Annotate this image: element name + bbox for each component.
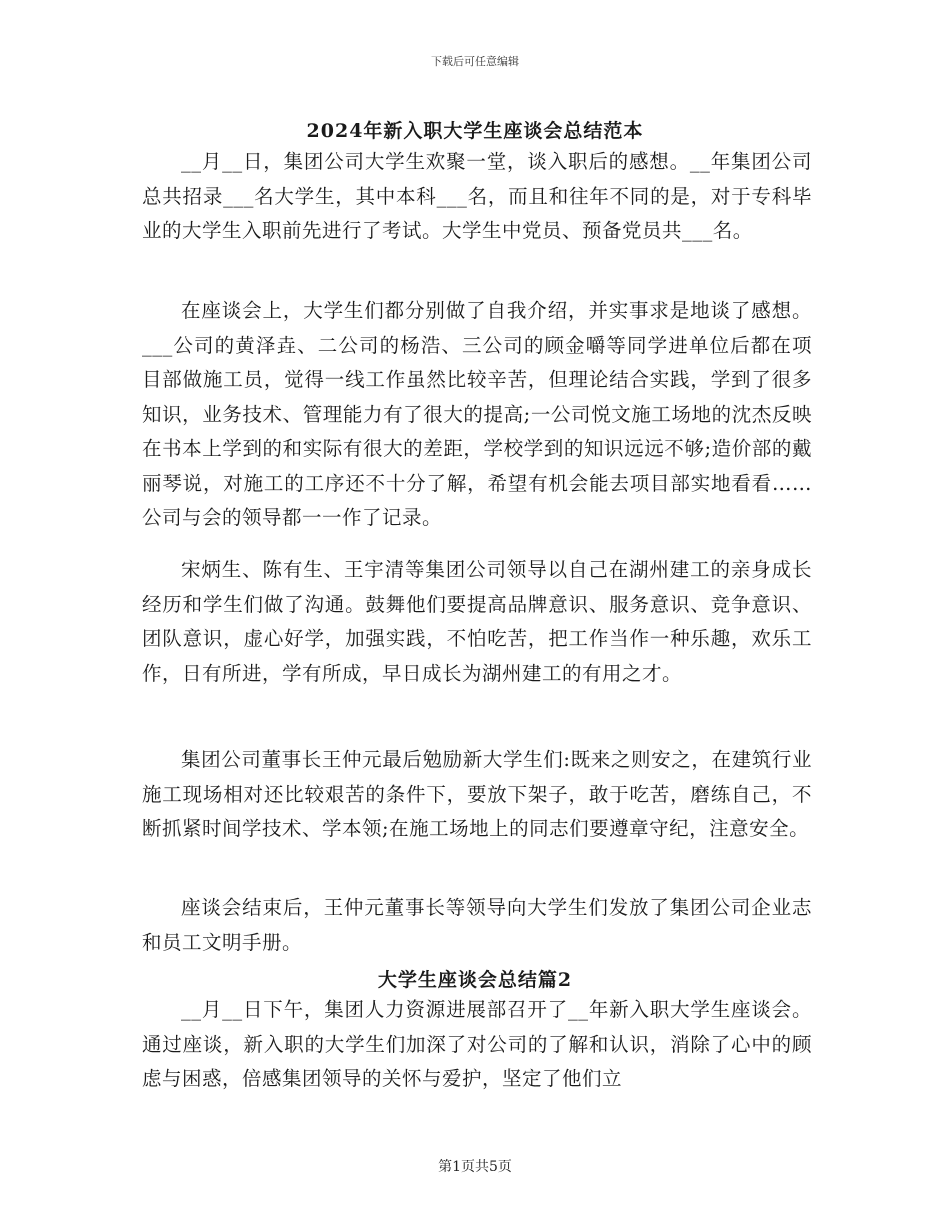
section-title: 大学生座谈会总结篇2 (377, 969, 573, 991)
paragraph: __月__日下午，集团人力资源进展部召开了__年新入职大学生座谈会。通过座谈，新入职的大学生们加深了对公司的了解和认识，消除了心中的顾虑与困惑，倍感集团领导的关怀与爱护，坚定了他们立 (142, 998, 812, 1090)
paragraph: 集团公司董事长王仲元最后勉励新大学生们:既来之则安之，在建筑行业施工现场相对还比较艰苦的条件下，要放下架子，敢于吃苦，磨练自己，不断抓紧时间学技术、学本领;在施工场地上的同志们要遵章守纪，注意安全。 (142, 748, 812, 840)
paragraph: 座谈会结束后，王仲元董事长等领导向大学生们发放了集团公司企业志和员工文明手册。 (142, 896, 812, 954)
page-footer: 第1页共5页 (438, 1159, 512, 1175)
document-title: 2024年新入职大学生座谈会总结范本 (306, 120, 644, 142)
paragraph: 在座谈会上，大学生们都分别做了自我介绍，并实事求是地谈了感想。___公司的黄泽垚、二公司的杨浩、三公司的顾金嚼等同学进单位后都在项目部做施工员，觉得一线工作虽然比较辛苦，但理论结合实践，学到了很多知识，业务技术、管理能力有了很大的提高;一公司悦文施工场地的沈杰反映在书本上学到的和实际有很大的差距，学校学到的知识远远不够;造价部的戴丽琴说，对施工的工序还不十分了解，希望有机会能去项目部实地看看……公司与会的领导都一一作了记录。 (142, 299, 812, 529)
paragraph: __月__日，集团公司大学生欢聚一堂，谈入职后的感想。__年集团公司总共招录___名大学生，其中本科___名，而且和往年不同的是，对于专科毕业的大学生入职前先进行了考试。大学生中党员、预备党员共___名。 (142, 150, 812, 242)
header-note: 下载后可任意编辑 (431, 55, 519, 68)
paragraph: 宋炳生、陈有生、王宇清等集团公司领导以自己在湖州建工的亲身成长经历和学生们做了沟通。鼓舞他们要提高品牌意识、服务意识、竞争意识、团队意识，虚心好学，加强实践，不怕吃苦，把工作当作一种乐趣，欢乐工作，日有所进，学有所成，早日成长为湖州建工的有用之才。 (142, 558, 812, 685)
